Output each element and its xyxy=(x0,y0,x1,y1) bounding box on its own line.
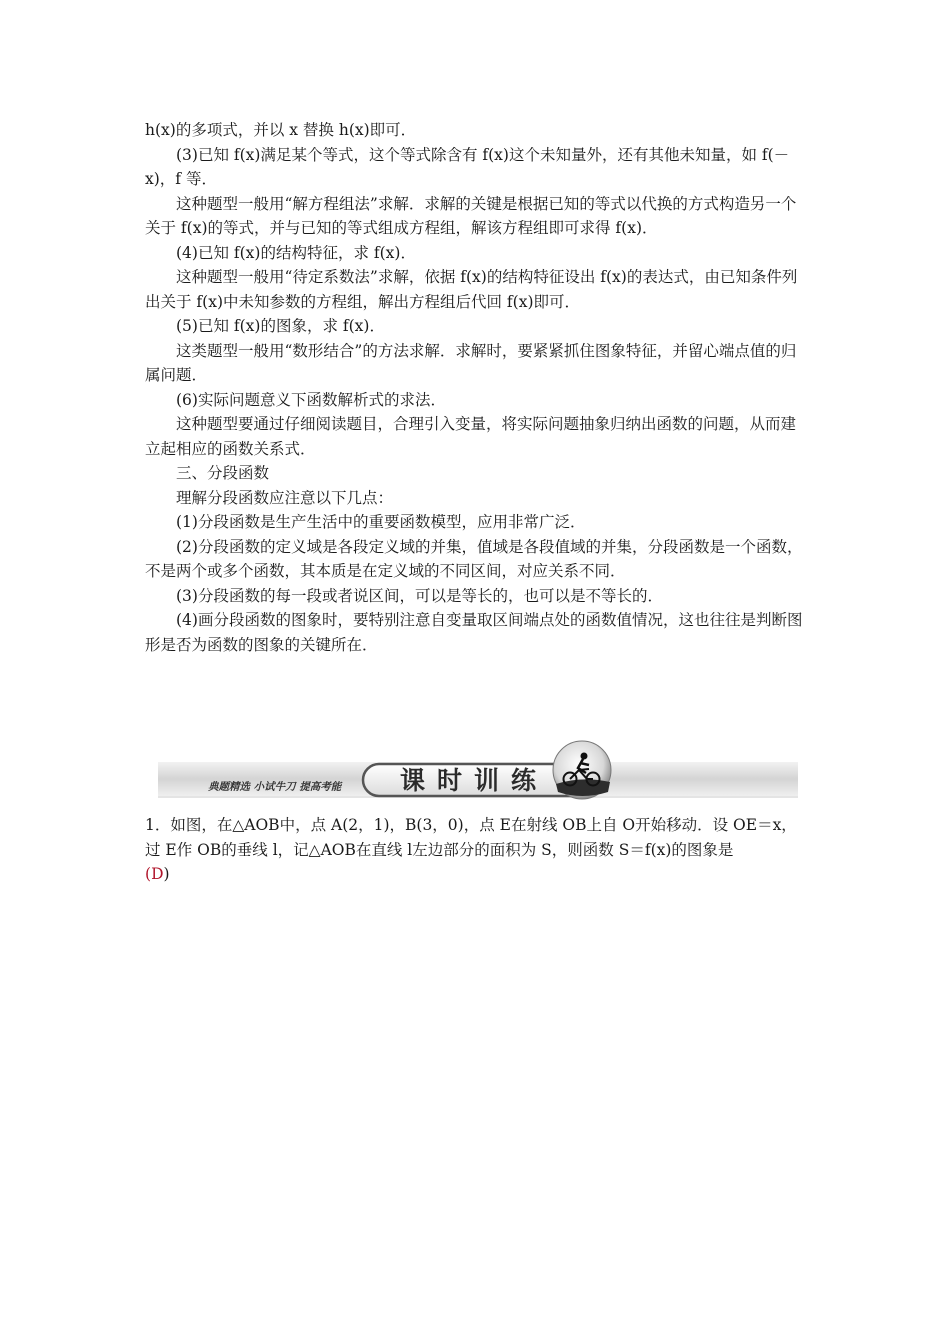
cyclist-icon xyxy=(553,741,611,799)
answer-choice: D xyxy=(151,865,164,883)
banner-title: 课时训练 xyxy=(400,766,549,795)
paragraph-13: (3)分段函数的每一段或者说区间，可以是等长的，也可以是不等长的． xyxy=(176,586,663,605)
problem-1 xyxy=(145,813,810,887)
paragraph-12: (2)分段函数的定义域是各段定义域的并集，值域是各段值域的并集，分段函数是一个函数，不是两个或多个函数，其本质是在定义域的不同区间，对应关系不同． xyxy=(145,537,803,580)
paragraph-6: 这类题型一般用“数形结合”的方法求解．求解时，要紧紧抓住图象特征，并留心端点值的归属问题． xyxy=(145,341,797,384)
answer-open-paren: ( xyxy=(145,865,152,883)
lesson-practice-banner xyxy=(158,740,798,802)
paragraph-3: (4)已知 f(x)的结构特征，求 f(x)． xyxy=(176,243,416,262)
paragraph-10: 理解分段函数应注意以下几点： xyxy=(176,488,394,507)
paragraph-1: (3)已知 f(x)满足某个等式，这个等式除含有 f(x)这个未知量外，还有其他未知量，如 f(－x)，f 等． xyxy=(145,145,790,188)
paragraph-4: 这种题型一般用“待定系数法”求解，依据 f(x)的结构特征设出 f(x)的表达式，由已知条件列出关于 f(x)中未知参数的方程组，解出方程组后代回 f(x)即可． xyxy=(145,268,798,311)
paragraph-7: (6)实际问题意义下函数解析式的求法． xyxy=(176,390,446,409)
paragraph-14: (4)画分段函数的图象时，要特别注意自变量取区间端点处的函数值情况，这也往往是判断图形是否为函数的图象的关键所在． xyxy=(145,611,803,654)
body-text xyxy=(145,118,810,657)
paragraph-8: 这种题型要通过仔细阅读题目，合理引入变量，将实际问题抽象归纳出函数的问题，从而建立起相应的函数关系式． xyxy=(145,415,797,458)
paragraph-5: (5)已知 f(x)的图象，求 f(x)． xyxy=(176,317,385,335)
paragraph-2: 这种题型一般用“解方程组法”求解．求解的关键是根据已知的等式以代换的方式构造另一个关于 f(x)的等式，并与已知的等式组成方程组，解该方程组即可求得 f(x)． xyxy=(145,194,797,237)
answer-close-paren: ) xyxy=(163,865,170,883)
paragraph-11: (1)分段函数是生产生活中的重要函数模型，应用非常广泛． xyxy=(176,513,586,531)
section-heading: 三、分段函数 xyxy=(176,464,270,482)
banner-slogan: 典题精选 小试牛刀 提高考能 xyxy=(208,781,342,793)
problem-1-text: 1．如图，在△AOB中，点 A(2，1)，B(3，0)，点 E在射线 OB上自 O开始移动．设 OE＝x，过 E作 OB的垂线 l，记△AOB在直线 l左边部分的面积为 S，则函数 S＝f(x)的图象是 xyxy=(145,816,797,859)
paragraph-0: h(x)的多项式，并以 x 替换 h(x)即可． xyxy=(145,121,417,139)
